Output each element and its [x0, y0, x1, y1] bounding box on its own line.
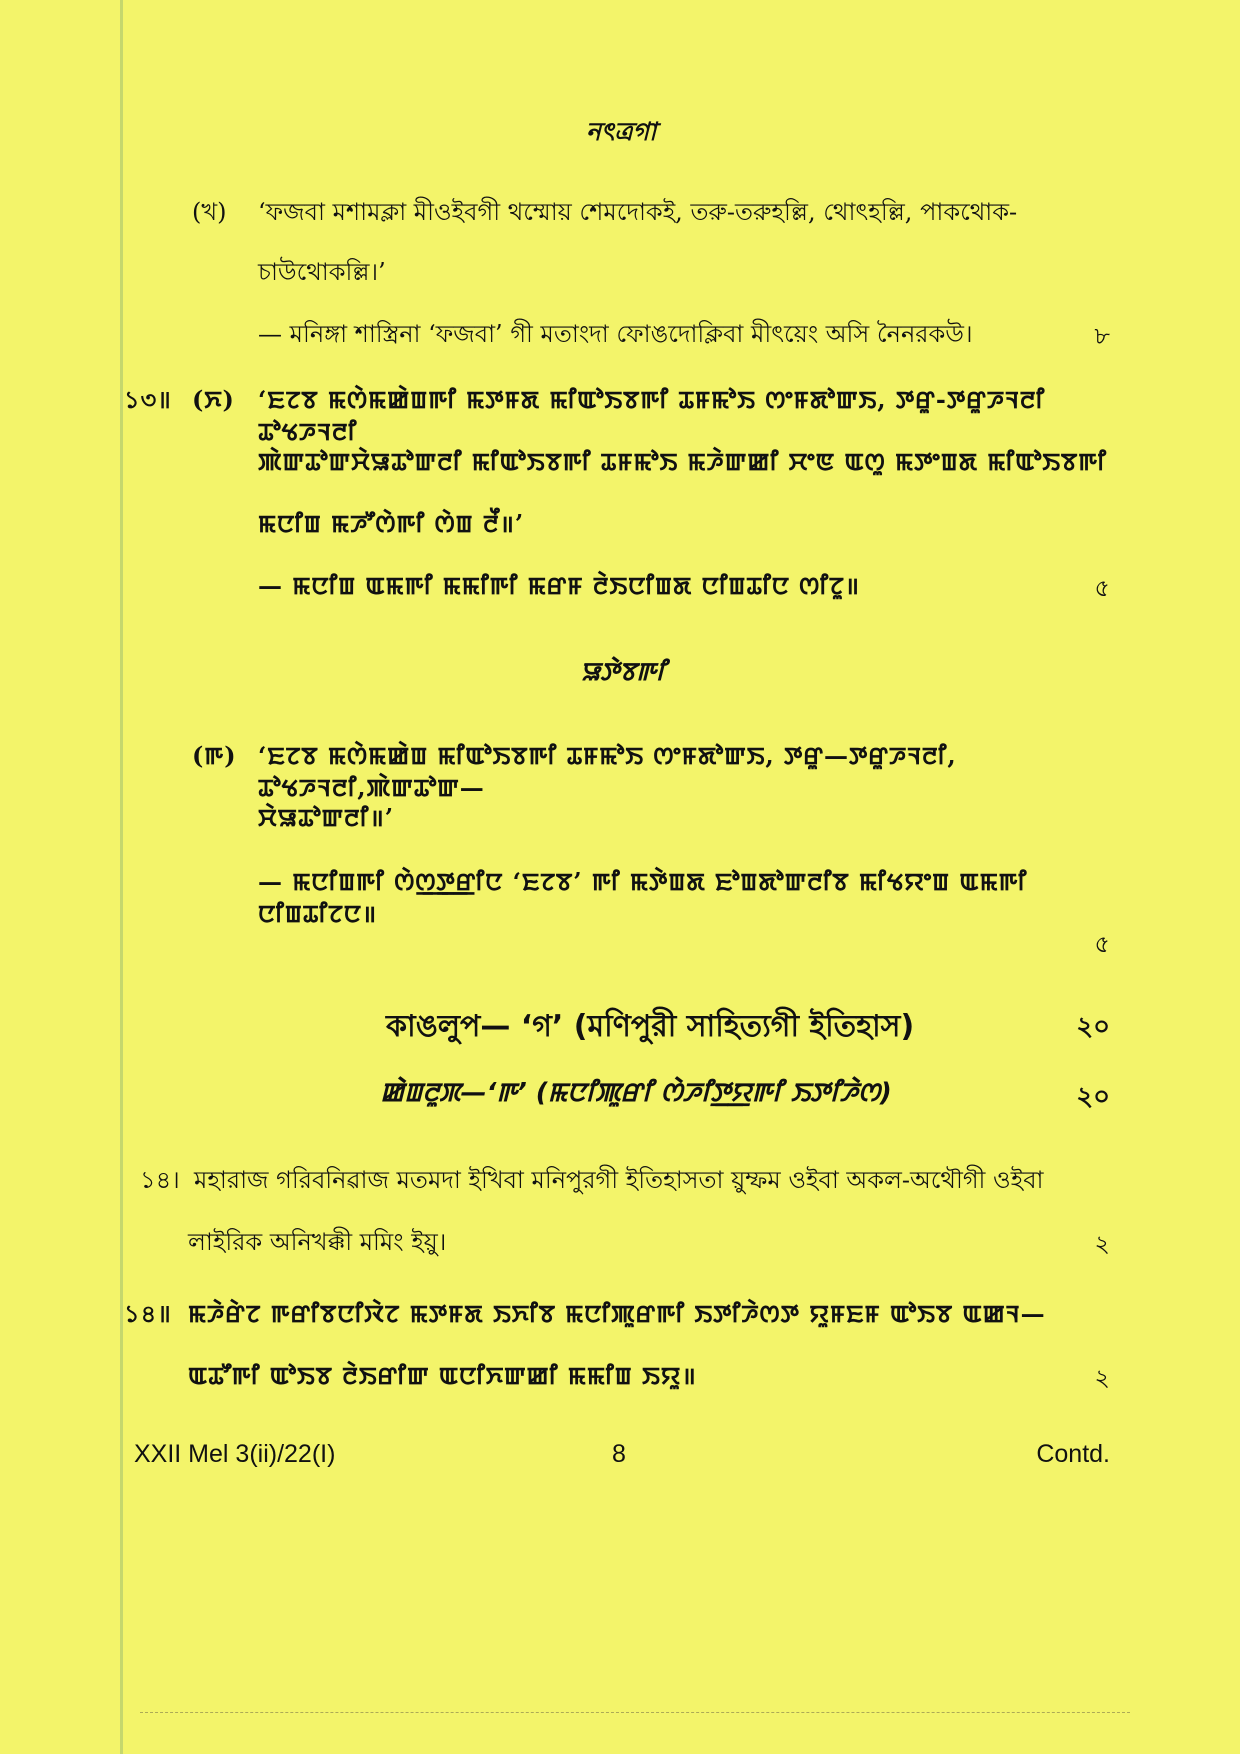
question-number: ১৩॥ — [124, 385, 172, 414]
bottom-rule — [140, 1712, 1130, 1714]
question-text: ꯑꯊꯧꯒꯤ ꯑꯣꯏꯕ ꯂꯥꯏꯔꯤꯛ ꯑꯅꯤꯈꯛꯀꯤ ꯃꯃꯤꯡ ꯏꯌꯨ॥ — [188, 1361, 697, 1390]
quote-line: ꯆꯥꯎꯊꯣꯛꯂꯤ॥’ — [258, 803, 395, 832]
quote-line: ‘ꯐꯖꯕ ꯃꯁꯥꯃꯀꯥꯡꯒꯤ ꯃꯇꯝꯗ ꯃꯤꯑꯣꯏꯕꯒꯤ ꯊꯝꯃꯣꯏ ꯁꯦꯝꯗꯣꯛꯏ, ꯇꯔꯨ-ꯇꯔꯨꯍꯜꯂꯤ ꯊꯣꯠꯍꯜꯂꯤ — [258, 385, 1046, 446]
marks: ২ — [1094, 1230, 1110, 1258]
quote-line: ꯄꯥꯛꯊꯣꯛꯆꯥꯎꯊꯣꯛꯂꯤ ꯃꯤꯑꯣꯏꯕꯒꯤ ꯊꯝꯃꯣꯏ ꯃꯍꯥꯛꯀꯤ ꯆꯦꯟ ꯑꯁꯨ ꯃꯇꯦꯡꯗ ꯃꯤꯑꯣꯏꯕꯒꯤ — [258, 447, 1107, 476]
marks: ৫ — [1094, 930, 1110, 958]
question-label-kha: (খ) — [192, 198, 227, 226]
contd-label: Contd. — [1036, 1440, 1110, 1468]
question-label: (ꯈ) — [192, 385, 235, 414]
question-text: ꯃꯍꯥꯔꯥꯖ ꯒꯔꯤꯕꯅꯤꯋꯥꯖ ꯃꯇꯝꯗ ꯏꯈꯤꯕ ꯃꯅꯤꯄꯨꯔꯒꯤ ꯏꯇꯤꯍꯥꯁꯇ ꯌꯨꯝꯐꯝ ꯑꯣꯏꯕ ꯑꯀꯜ— — [188, 1299, 1046, 1328]
marks: ৮ — [1094, 322, 1110, 350]
question-label: (ꯒ) — [192, 741, 237, 770]
question-text: লাইরিক অনিখক্কী মমিং ইয়ু। — [188, 1228, 447, 1256]
marks: ২০ — [1076, 1012, 1110, 1042]
marks: ২০ — [1076, 1082, 1110, 1112]
margin-line — [120, 0, 123, 1754]
question-number: ১৪। — [140, 1166, 180, 1194]
quote-line: ‘ফজবা মশামক্লা মীওইবগী থম্মোয় শেমদোকই, তরু-তরুহল্লি, থোৎহল্লি, পাকথোক- — [258, 198, 1018, 226]
quote-line: ‘ꯐꯖꯕ ꯃꯁꯥꯃꯀꯥꯡ ꯃꯤꯑꯣꯏꯕꯒꯤ ꯊꯝꯃꯣꯏ ꯁꯦꯝꯗꯣꯛꯏ, ꯇꯔꯨ—ꯇꯔꯨꯍꯜꯂꯤ, ꯊꯣꯠꯍꯜꯂꯤ,ꯄꯥꯛꯊꯣꯛ— — [258, 741, 957, 802]
marks: ৫ — [1094, 574, 1110, 602]
question-text: — মনিঙ্গা শাস্ত্রিনা ‘ফজবা’ গী মতাংদা ফোঙদোক্লিবা মীৎয়েং অসি নৈনরকউ। — [258, 320, 973, 348]
part-heading-meitei: ꯀꯥꯡꯂꯨꯞ—‘ꯒ’ (ꯃꯅꯤꯄꯨꯔꯤ ꯁꯥꯍꯤꯇ꯭ꯌꯒꯤ ꯏꯇꯤꯍꯥꯁ) — [380, 1078, 892, 1108]
quote-line: ꯃꯅꯤꯡ ꯃꯍꯧꯁꯥꯒꯤ ꯁꯥꯡ ꯂꯩ॥’ — [258, 509, 525, 538]
section-heading-nat: নৎত্রগা — [586, 117, 657, 146]
page-number: 8 — [612, 1440, 626, 1468]
question-text: মহারাজ গরিবনিৱাজ মতমদা ইখিবা মনিপুরগী ইতিহাসতা য়ুম্ফম ওইবা অকল-অথৌগী ওইবা — [194, 1166, 1044, 1194]
paper-code: XXII Mel 3(ii)/22(I) — [134, 1440, 336, 1468]
quote-line: চাউথোকল্লি।’ — [258, 258, 386, 286]
marks: ২ — [1094, 1364, 1110, 1392]
section-heading-ut: ꯎꯇꯥꯕꯒꯤ — [580, 657, 665, 686]
part-heading: কাঙলুপ— ‘গ’ (মণিপুরী সাহিত্যগী ইতিহাস) — [386, 1009, 915, 1044]
question-number: ১৪॥ — [124, 1299, 172, 1328]
question-text: — ꯃꯅꯤꯡ ꯑꯃꯒꯤ ꯃꯃꯤꯒꯤ ꯃꯔꯝ ꯂꯥꯏꯅꯤꯡꯗ ꯅꯤꯡꯊꯤꯅ ꯁꯤꯖꯨ॥ — [258, 571, 860, 600]
question-text: — ꯃꯅꯤꯡꯒꯤ ꯁꯥꯁ꯭ꯇ꯭ꯔꯤꯅ ‘ꯐꯖꯕ’ ꯒꯤ ꯃꯇꯥꯡꯗ ꯐꯣꯡꯗꯣꯛꯂꯤꯕ ꯃꯤꯠꯌꯦꯡ ꯑꯃꯒꯤ ꯅꯤꯡꯊꯤꯖꯅ॥ — [258, 867, 1028, 928]
